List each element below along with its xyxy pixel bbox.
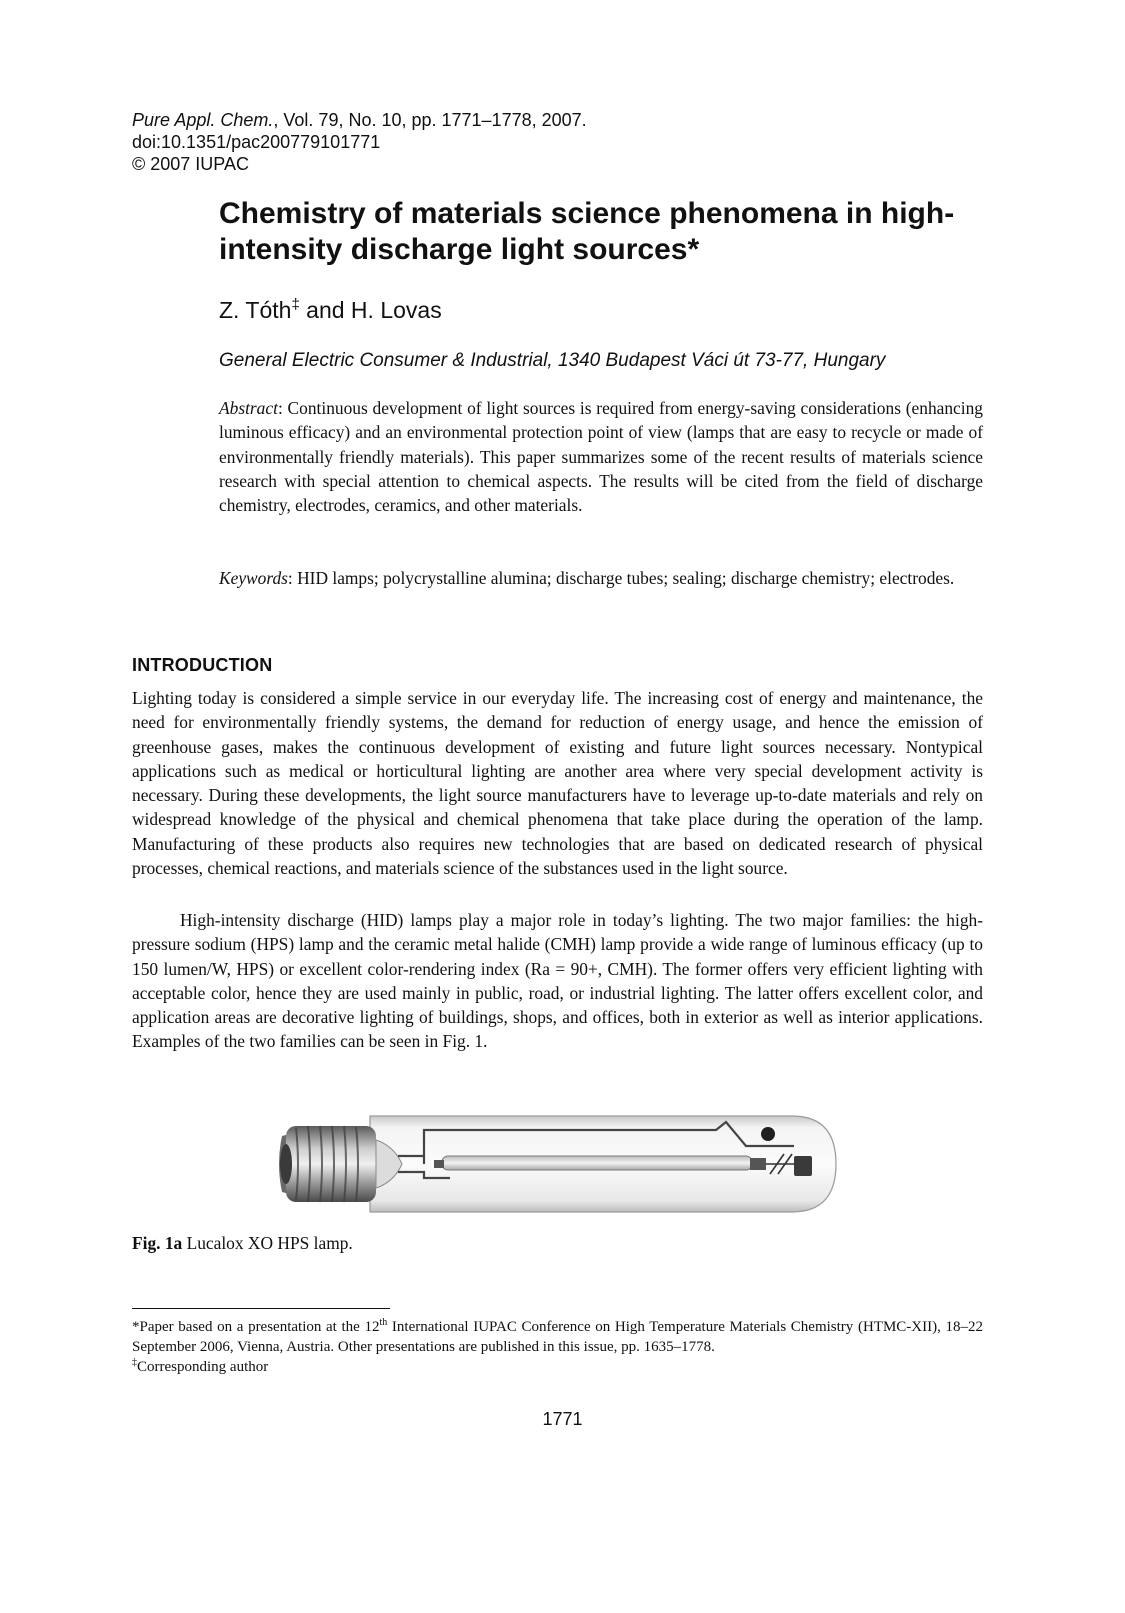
abstract-text: : Continuous development of light sources is required from energy-saving considerations (enhancing luminous efficacy) and an environmental protection point of view (lamps that are easy to recycle or made of environmentally friendly materials). This paper summarizes some of the recent results of materials science research with special attention to chemical aspects. The results will be cited from the field of discharge chemistry, electrodes, ceramics, and other materials. bbox=[219, 398, 983, 516]
journal-name: Pure Appl. Chem. bbox=[132, 110, 274, 130]
citation-details: , Vol. 79, No. 10, pp. 1771–1778, 2007. bbox=[273, 110, 587, 130]
keywords-text: : HID lamps; polycrystalline alumina; discharge tubes; sealing; discharge chemistry; electrodes. bbox=[287, 568, 955, 588]
authors bbox=[219, 296, 442, 324]
section-heading-introduction: INTRODUCTION bbox=[132, 655, 273, 675]
abstract-label: Abstract bbox=[219, 398, 278, 418]
figure-caption-text: Lucalox XO HPS lamp. bbox=[182, 1233, 353, 1253]
footnote-corresponding bbox=[132, 1357, 983, 1377]
footnotes bbox=[132, 1317, 983, 1377]
keywords bbox=[219, 566, 983, 590]
footnote-paper-sup: th bbox=[379, 1317, 388, 1328]
paper-title: Chemistry of materials science phenomena in high-intensity discharge light sources* bbox=[219, 197, 955, 266]
figure-label: Fig. 1a bbox=[132, 1233, 183, 1253]
hps-lamp-figure bbox=[274, 1106, 840, 1222]
author-first: Z. Tóth bbox=[219, 297, 292, 323]
introduction-paragraph-2: High-intensity discharge (HID) lamps play a major role in today’s lighting. The two major families: the high-pressure sodium (HPS) lamp and the ceramic metal halide (CMH) lamp provide a wide range of luminous efficacy (up to 150 lumen/W, HPS) or excellent color-rendering index (Ra = 90+, CMH). The former offers very efficient lighting with acceptable color, hence they are used mainly in public, road, or industrial lighting. The latter offers excellent color, and application areas are decorative lighting of buildings, shops, and offices, both in exterior as well as interior applications. Examples of the two families can be seen in Fig. 1. bbox=[132, 910, 983, 1052]
abstract bbox=[219, 396, 983, 517]
page-number: 1771 bbox=[542, 1409, 583, 1429]
footnote-paper-suffix: International IUPAC Conference on High Temperature Materials Chemistry (HTMC-XII), 18–22 September 2006, Vienna, Austria. Other presentations are published in this issue, pp. 1635–1778. bbox=[132, 1319, 984, 1355]
corresponding-author-mark: ‡ bbox=[291, 296, 300, 313]
keywords-label: Keywords bbox=[219, 568, 288, 588]
figure-caption bbox=[132, 1232, 353, 1254]
footnote-rule bbox=[132, 1308, 390, 1309]
footnote-paper bbox=[132, 1317, 983, 1357]
copyright: © 2007 IUPAC bbox=[132, 154, 249, 174]
affiliation: General Electric Consumer & Industrial, 1340 Budapest Váci út 73-77, Hungary bbox=[219, 350, 886, 371]
introduction-paragraph-1: Lighting today is considered a simple service in our everyday life. The increasing cost of energy and maintenance, the need for environmentally friendly systems, the demand for reduction of energy usage, and hence the emission of greenhouse gases, makes the continuous development of existing and future light sources necessary. Nontypical applications such as medical or horticultural lighting are another area where very special development activity is necessary. During these developments, the light source manufacturers have to leverage up-to-date materials and rely on widespread knowledge of the physical and chemical phenomena that take place during the operation of the lamp. Manufacturing of these products also requires new technologies that are based on dedicated research of physical processes, chemical reactions, and materials science of the substances used in the light source. bbox=[132, 688, 983, 879]
doi: doi:10.1351/pac200779101771 bbox=[132, 132, 381, 152]
journal-header bbox=[132, 109, 587, 175]
footnote-corresponding-text: Corresponding author bbox=[137, 1359, 269, 1375]
journal-citation bbox=[132, 109, 587, 131]
footnote-paper-prefix: *Paper based on a presentation at the 12 bbox=[132, 1319, 380, 1335]
footnote-corresponding-mark: ‡ bbox=[132, 1357, 137, 1368]
author-rest: and H. Lovas bbox=[299, 297, 442, 323]
